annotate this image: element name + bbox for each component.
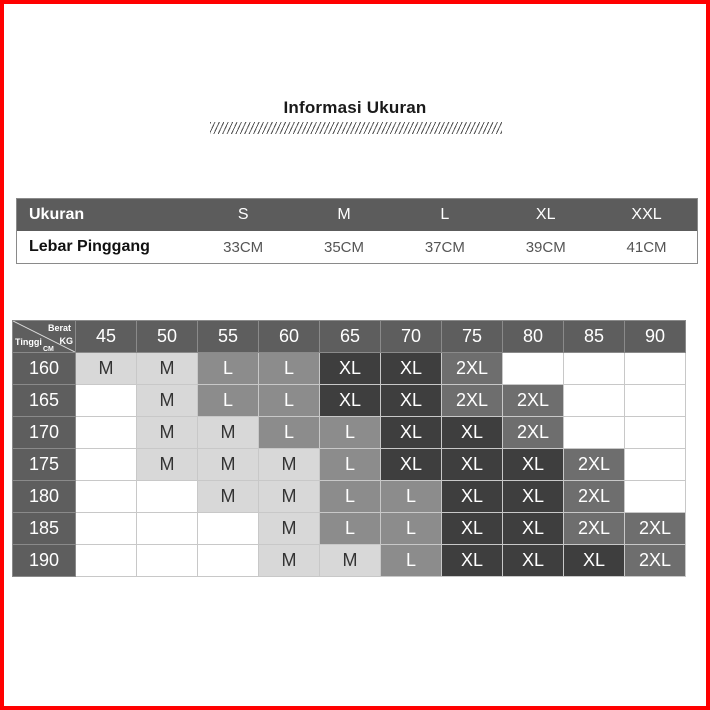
- height-header-cell: 190: [13, 545, 76, 577]
- size-cell: 2XL: [564, 513, 625, 545]
- size-cell: 2XL: [625, 513, 686, 545]
- size-cell: XL: [381, 449, 442, 481]
- size-cell: [76, 449, 137, 481]
- size-cell: 2XL: [564, 449, 625, 481]
- corner-height-label: Tinggi: [15, 337, 42, 347]
- size-cell: [625, 449, 686, 481]
- size-cell: [564, 417, 625, 449]
- grid-corner-cell: [13, 321, 76, 353]
- size-cell: M: [320, 545, 381, 577]
- size-header-label: Ukuran: [29, 206, 85, 223]
- size-cell: [76, 513, 137, 545]
- corner-weight-label: Berat: [47, 323, 71, 333]
- waist-row-label: Lebar Pinggang: [29, 238, 150, 255]
- size-cell: L: [259, 385, 320, 417]
- size-cell: L: [259, 417, 320, 449]
- size-cell: XL: [442, 513, 503, 545]
- size-cell: M: [259, 545, 320, 577]
- height-weight-size-grid: [12, 320, 686, 577]
- size-cell: XL: [442, 449, 503, 481]
- table-row: [13, 449, 686, 481]
- size-cell: XL: [320, 385, 381, 417]
- weight-header-cell: 60: [259, 321, 320, 353]
- size-cell: [76, 385, 137, 417]
- size-cell: [137, 545, 198, 577]
- size-cell: L: [320, 481, 381, 513]
- size-header-cell: L: [440, 206, 450, 223]
- weight-header-cell: 55: [198, 321, 259, 353]
- waist-row: [17, 231, 697, 263]
- size-cell: M: [259, 513, 320, 545]
- size-cell: XL: [564, 545, 625, 577]
- height-header-cell: 160: [13, 353, 76, 385]
- size-header-row: [17, 199, 697, 231]
- size-cell: 2XL: [442, 385, 503, 417]
- page-title: Informasi Ukuran: [283, 98, 427, 117]
- size-cell: XL: [381, 353, 442, 385]
- size-header-cell: S: [237, 206, 249, 223]
- title-hatch-decoration: [210, 122, 502, 134]
- size-cell: L: [320, 449, 381, 481]
- waist-size-table: [16, 198, 698, 264]
- size-cell: [564, 385, 625, 417]
- size-cell: [137, 481, 198, 513]
- size-cell: 2XL: [442, 353, 503, 385]
- size-cell: 2XL: [564, 481, 625, 513]
- size-cell: [76, 417, 137, 449]
- weight-header-cell: 90: [625, 321, 686, 353]
- size-cell: XL: [503, 545, 564, 577]
- size-header-cell: XL: [535, 206, 556, 223]
- size-cell: [564, 353, 625, 385]
- size-cell: L: [381, 481, 442, 513]
- table-row: [13, 481, 686, 513]
- size-cell: M: [137, 385, 198, 417]
- weight-header-cell: 50: [137, 321, 198, 353]
- size-header-cell: M: [337, 206, 351, 223]
- size-cell: XL: [442, 481, 503, 513]
- size-cell: M: [137, 353, 198, 385]
- size-cell: XL: [503, 481, 564, 513]
- size-cell: L: [381, 545, 442, 577]
- size-cell: L: [320, 513, 381, 545]
- size-cell: XL: [442, 417, 503, 449]
- size-cell: [76, 545, 137, 577]
- size-cell: [625, 385, 686, 417]
- height-header-cell: 175: [13, 449, 76, 481]
- size-cell: L: [198, 353, 259, 385]
- size-cell: M: [76, 353, 137, 385]
- size-cell: L: [320, 417, 381, 449]
- size-cell: XL: [503, 449, 564, 481]
- waist-value-cell: 35CM: [324, 238, 365, 256]
- size-cell: 2XL: [503, 417, 564, 449]
- size-cell: XL: [503, 513, 564, 545]
- weight-header-cell: 75: [442, 321, 503, 353]
- size-cell: M: [198, 481, 259, 513]
- size-cell: L: [381, 513, 442, 545]
- size-cell: M: [259, 449, 320, 481]
- weight-header-row: [13, 321, 686, 353]
- size-cell: [625, 353, 686, 385]
- size-cell: M: [198, 417, 259, 449]
- size-cell: [625, 481, 686, 513]
- waist-value-cell: 33CM: [223, 238, 264, 256]
- waist-value-cell: 41CM: [626, 238, 667, 256]
- size-cell: M: [137, 449, 198, 481]
- size-cell: 2XL: [625, 545, 686, 577]
- corner-height-unit: CM: [43, 346, 54, 353]
- size-cell: M: [259, 481, 320, 513]
- height-header-cell: 185: [13, 513, 76, 545]
- size-cell: [198, 545, 259, 577]
- weight-header-cell: 85: [564, 321, 625, 353]
- weight-header-cell: 70: [381, 321, 442, 353]
- size-cell: M: [198, 449, 259, 481]
- size-cell: L: [198, 385, 259, 417]
- size-cell: XL: [381, 385, 442, 417]
- size-cell: M: [137, 417, 198, 449]
- size-chart-canvas: [4, 4, 706, 706]
- height-header-cell: 165: [13, 385, 76, 417]
- waist-value-cell: 39CM: [525, 238, 566, 256]
- size-cell: [76, 481, 137, 513]
- waist-value-cell: 37CM: [424, 238, 465, 256]
- size-header-cell: XXL: [631, 206, 662, 223]
- table-row: [13, 513, 686, 545]
- size-cell: L: [259, 353, 320, 385]
- size-cell: XL: [442, 545, 503, 577]
- corner-weight-unit: KG: [59, 336, 73, 346]
- weight-header-cell: 65: [320, 321, 381, 353]
- weight-header-cell: 80: [503, 321, 564, 353]
- size-cell: [625, 417, 686, 449]
- height-header-cell: 180: [13, 481, 76, 513]
- size-cell: 2XL: [503, 385, 564, 417]
- table-row: [13, 417, 686, 449]
- weight-header-cell: 45: [76, 321, 137, 353]
- table-row: [13, 385, 686, 417]
- size-cell: XL: [320, 353, 381, 385]
- size-cell: [137, 513, 198, 545]
- size-cell: [198, 513, 259, 545]
- table-row: [13, 545, 686, 577]
- size-cell: [503, 353, 564, 385]
- size-cell: XL: [381, 417, 442, 449]
- table-row: [13, 353, 686, 385]
- height-header-cell: 170: [13, 417, 76, 449]
